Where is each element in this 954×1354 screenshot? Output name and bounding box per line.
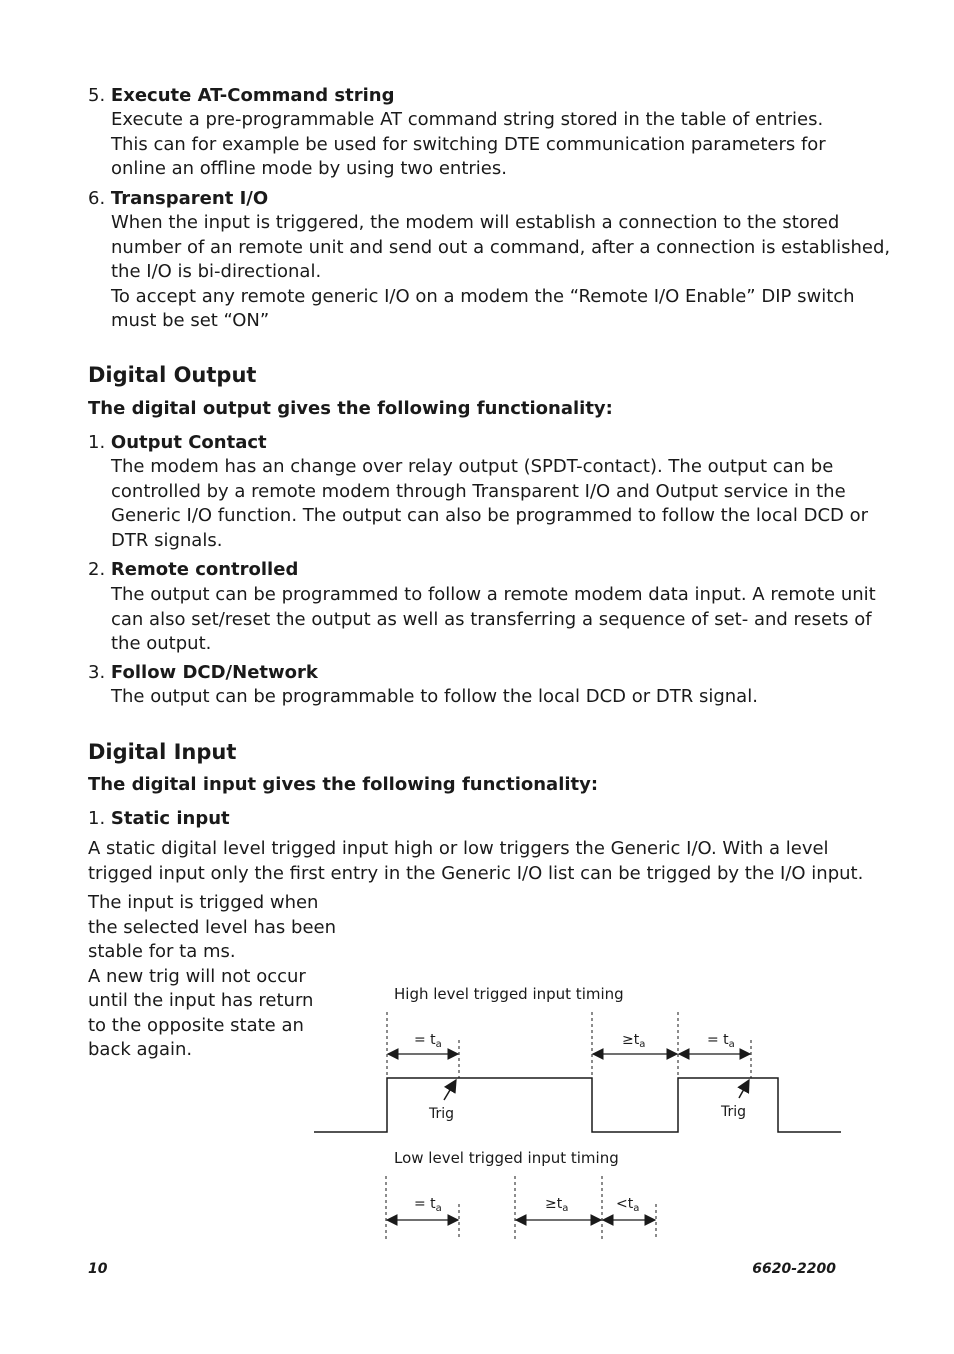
high-level-timing xyxy=(314,985,841,1132)
list-item-static-input: 1. Static input xyxy=(88,808,230,829)
list-item-follow-dcd: 3. Follow DCD/Network xyxy=(88,662,318,683)
static-input-paragraph: A static digital level trigged input high or low triggers the Generic I/O. With a level trigged input only the first entry in the Generic I/O list can be trigged by the I/O input. xyxy=(88,838,864,884)
label-ge-ta: $\ge t_a$ xyxy=(545,1196,569,1214)
high-level-waveform xyxy=(314,1078,841,1132)
trig-arrow xyxy=(444,1080,456,1100)
high-level-title: High level trigged input timing xyxy=(394,985,624,1003)
label-ge-ta: $\ge t_a$ xyxy=(622,1032,646,1050)
item-number: 5. xyxy=(88,85,106,106)
low-level-title: Low level trigged input timing xyxy=(394,1149,619,1167)
item-5-body: Execute a pre-programmable AT command string stored in the table of entries. This can for example be used for switching DTE communication parameters for online an offline mode by using two entries. xyxy=(111,109,826,179)
section-heading-digital-output: Digital Output xyxy=(88,363,257,387)
label-eq-ta: = $t_a$ xyxy=(414,1032,442,1050)
section-intro: The digital input gives the following functionality: xyxy=(88,774,599,795)
low-level-timing xyxy=(386,1149,656,1240)
section-heading-digital-input: Digital Input xyxy=(88,740,237,764)
label-lt-ta: $<t_a$ xyxy=(616,1196,640,1214)
label-eq-ta: = $t_a$ xyxy=(707,1032,735,1050)
follow-dcd-body: The output can be programmable to follow the local DCD or DTR signal. xyxy=(111,686,758,707)
static-input-side-text: The input is trigged when the selected level has been stable for ta ms. A new trig will not occur until the input has return to the opposite state an back again. xyxy=(88,892,337,1060)
remote-controlled-body: The output can be programmed to follow a remote modem data input. A remote unit can also set/reset the output as well as transferring a sequence of set- and resets of the output. xyxy=(111,584,876,654)
trig-arrow xyxy=(739,1080,749,1098)
document-number: 6620-2200 xyxy=(752,1261,836,1277)
trig-label: Trig xyxy=(721,1104,747,1120)
list-item-remote-controlled: 2. Remote controlled xyxy=(88,559,299,580)
item-title: Execute AT-Command string xyxy=(110,85,395,106)
output-contact-body: The modem has an change over relay output (SPDT-contact). The output can be controlled by a remote modem through Transparent I/O and Output service in the Generic I/O function. The output can also be programmed to follow the local DCD or DTR signals. xyxy=(111,456,869,551)
item-number: 6. xyxy=(88,188,106,209)
item-6-body: When the input is triggered, the modem will establish a connection to the stored number of an remote unit and send out a command, after a connection is established, the I/O is bi-directional. To accept any remote generic I/O on a modem the “Remote I/O Enable” DIP switch must be set “ON” xyxy=(111,212,891,331)
item-title: Transparent I/O xyxy=(110,188,269,209)
section-intro: The digital output gives the following functionality: xyxy=(88,398,613,419)
trig-label: Trig xyxy=(429,1106,455,1122)
page-number: 10 xyxy=(88,1261,108,1277)
label-eq-ta: = $t_a$ xyxy=(414,1196,442,1214)
list-item-output-contact: 1. Output Contact xyxy=(88,432,267,453)
